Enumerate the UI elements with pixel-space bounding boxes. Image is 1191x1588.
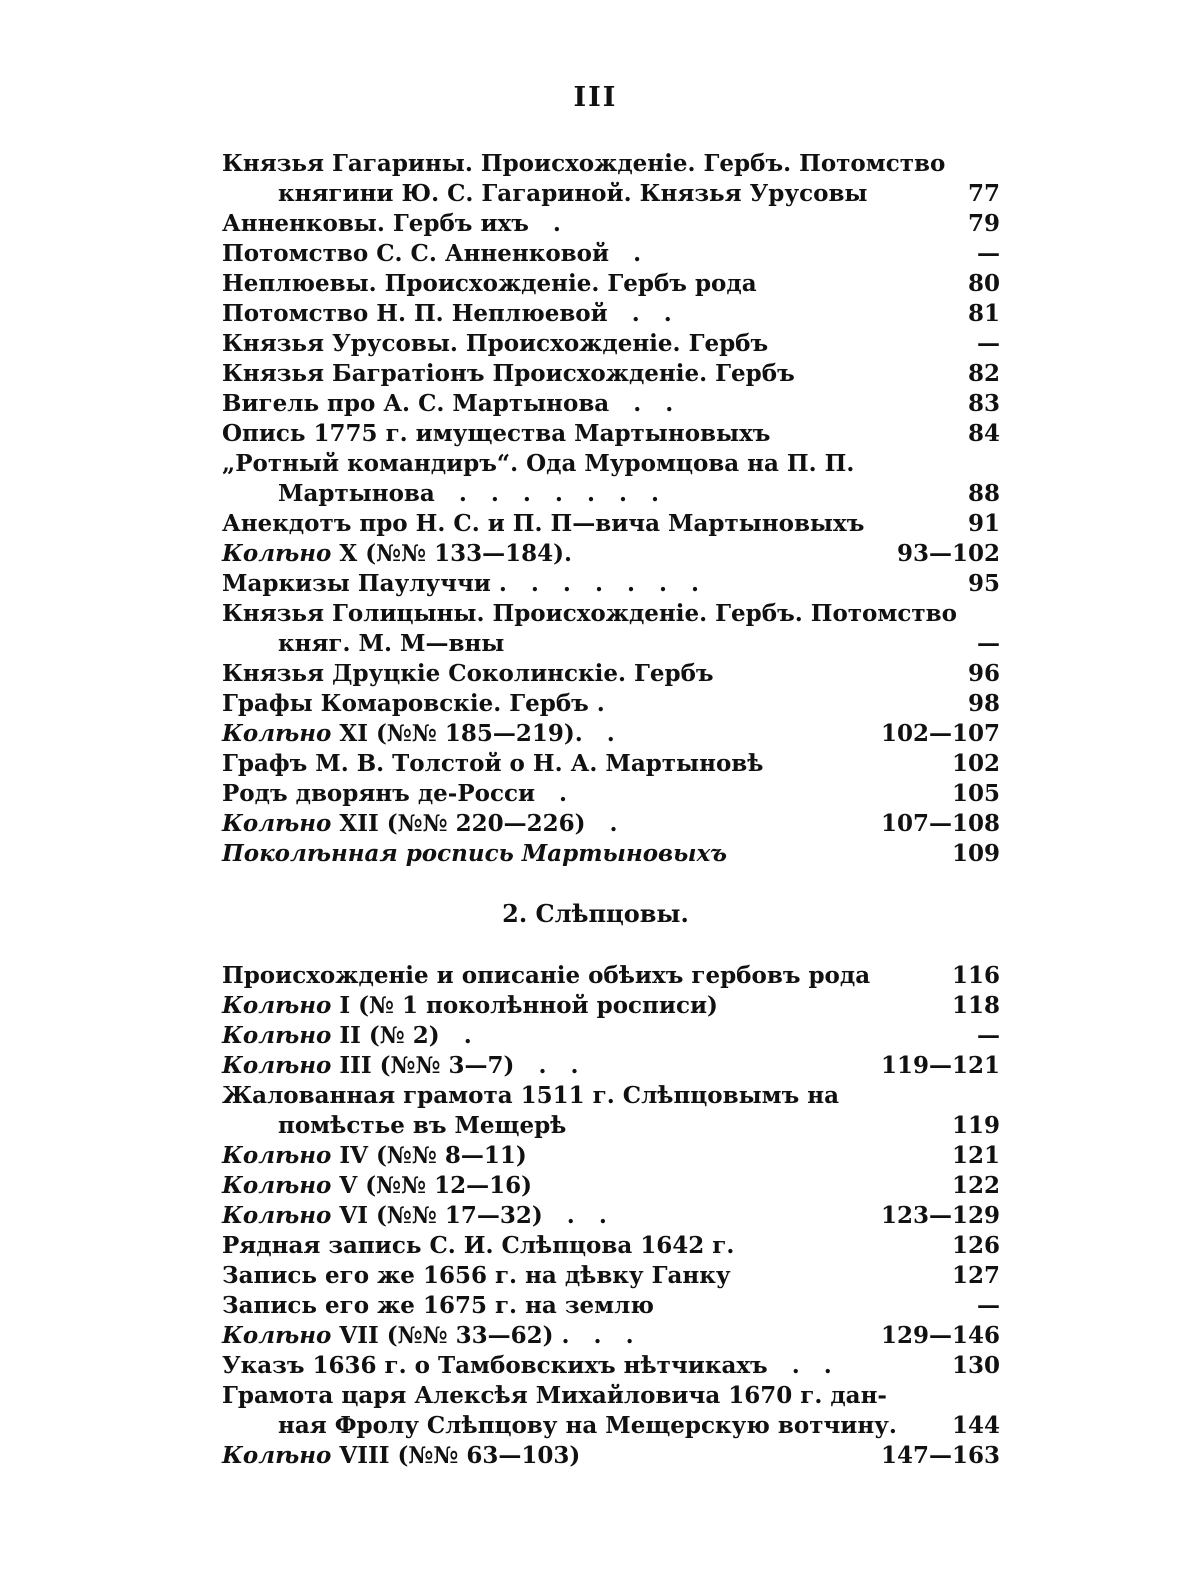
toc-entry-title <box>222 1021 472 1051</box>
toc-entry <box>222 449 1000 479</box>
toc-entry <box>222 689 1000 719</box>
toc-entry-title: Поколѣнная роспись Мартыновыхъ <box>222 840 728 867</box>
toc-entry-title: Происхожденіе и описаніе обѣихъ гербовъ рода <box>222 962 871 989</box>
toc-entry <box>222 1171 1000 1201</box>
toc-entry-page: 81 <box>967 300 1000 327</box>
toc-entry <box>222 1351 1000 1381</box>
toc-entry <box>222 1231 1000 1261</box>
toc-entry <box>222 1441 1000 1471</box>
toc-entry-title: Князья Голицыны. Происхожденіе. Гербъ. Потомство <box>222 600 957 627</box>
kolino-label: Колѣно <box>222 1202 332 1229</box>
toc-entry <box>222 809 1000 839</box>
toc-entry <box>222 719 1000 749</box>
toc-entry-text: II (№ 2) . <box>331 1022 472 1049</box>
toc-entry <box>222 961 1000 991</box>
toc-entry-page: 80 <box>967 270 1000 297</box>
toc-entry-title <box>222 1201 607 1231</box>
toc-entry-page: 123—129 <box>880 1202 1000 1229</box>
toc-entry-text: VII (№№ 33—62) . . . <box>331 1322 634 1349</box>
toc-entry <box>222 479 1000 509</box>
toc-entry-page: — <box>977 1022 1000 1049</box>
toc-entry <box>222 149 1000 179</box>
toc-entry <box>222 1381 1000 1411</box>
toc-entry <box>222 419 1000 449</box>
toc-entry-title: Вигель про А. С. Мартынова . . <box>222 390 674 417</box>
toc-entry-page: — <box>977 330 1000 357</box>
toc-entry-title: Анекдотъ про Н. С. и П. П—вича Мартыновыхъ <box>222 510 865 537</box>
toc-entry <box>222 779 1000 809</box>
toc-entry <box>222 239 1000 269</box>
toc-entry-title: Жалованная грамота 1511 г. Слѣпцовымъ на <box>222 1082 840 1109</box>
toc-entry <box>222 659 1000 689</box>
toc-entry-title <box>222 719 615 749</box>
kolino-label: Колѣно <box>222 1322 332 1349</box>
toc-entry-page: 126 <box>951 1232 1000 1259</box>
toc-entry-text: X (№№ 133—184). <box>331 540 573 567</box>
kolino-label: Колѣно <box>222 992 332 1019</box>
toc-entry-page: — <box>977 240 1000 267</box>
toc-entry-text: XI (№№ 185—219). . <box>331 720 615 747</box>
toc-entry-title: Запись его же 1656 г. на дѣвку Ганку <box>222 1262 731 1289</box>
toc-entry-page: 119 <box>951 1112 1000 1139</box>
toc-entry-text: I (№ 1 поколѣнной росписи) <box>331 992 718 1019</box>
toc-entry-page: 109 <box>951 840 1000 867</box>
toc-entry-title: Князья Гагарины. Происхожденіе. Гербъ. Потомство <box>222 150 946 177</box>
toc-entry-title <box>222 1171 532 1201</box>
toc-entry <box>222 179 1000 209</box>
toc-section-2 <box>222 961 1000 1471</box>
toc-entry-title: Князья Багратіонъ Происхожденіе. Гербъ <box>222 360 795 387</box>
toc-entry <box>222 1201 1000 1231</box>
page-number: III <box>573 82 618 113</box>
toc-entry <box>222 1321 1000 1351</box>
toc-entry-title: Князья Урусовы. Происхожденіе. Гербъ <box>222 330 769 357</box>
toc-entry-title <box>222 1141 527 1171</box>
toc-entry <box>222 389 1000 419</box>
toc-entry-page: 93—102 <box>896 540 1000 567</box>
toc-entry <box>222 299 1000 329</box>
toc-entry <box>222 1261 1000 1291</box>
toc-entry-page: 98 <box>967 690 1000 717</box>
toc-entry-page: — <box>977 1292 1000 1319</box>
toc-entry-page: 144 <box>951 1412 1000 1439</box>
toc-entry-page: 95 <box>967 570 1000 597</box>
toc-entry-page: 84 <box>967 420 1000 447</box>
toc-entry <box>222 991 1000 1021</box>
toc-entry <box>222 839 1000 869</box>
toc-entry-page: 91 <box>967 510 1000 537</box>
toc-entry-title: княгини Ю. С. Гагариной. Князья Урусовы <box>278 180 868 207</box>
toc-entry-title: „Ротный командиръ“. Ода Муромцова на П. П. <box>222 450 855 477</box>
toc-entry <box>222 539 1000 569</box>
toc-entry <box>222 509 1000 539</box>
kolino-label: Колѣно <box>222 1052 332 1079</box>
toc-entry-page: — <box>977 630 1000 657</box>
kolino-label: Колѣно <box>222 1142 332 1169</box>
kolino-label: Колѣно <box>222 810 332 837</box>
toc-entry-page: 102—107 <box>880 720 1000 747</box>
toc-entry-page: 107—108 <box>880 810 1000 837</box>
kolino-label: Колѣно <box>222 1442 332 1469</box>
toc-entry-title <box>222 539 572 569</box>
kolino-label: Колѣно <box>222 1172 332 1199</box>
toc-entry-title <box>222 809 618 839</box>
toc-entry <box>222 359 1000 389</box>
toc-entry-page: 127 <box>951 1262 1000 1289</box>
toc-entry-title: Потомство С. С. Анненковой . <box>222 240 642 267</box>
toc-entry-page: 96 <box>967 660 1000 687</box>
toc-entry <box>222 1021 1000 1051</box>
toc-entry-title: Маркизы Паулуччи . . . . . . . <box>222 570 700 597</box>
toc-entry-page: 79 <box>967 210 1000 237</box>
toc-entry-page: 105 <box>951 780 1000 807</box>
toc-entry-title: ная Фролу Слѣпцову на Мещерскую вотчину. <box>278 1412 897 1439</box>
toc-entry <box>222 1411 1000 1441</box>
toc-entry-title: Запись его же 1675 г. на землю <box>222 1292 654 1319</box>
toc-entry-text: VIII (№№ 63—103) <box>331 1442 581 1469</box>
toc-entry-title <box>222 991 718 1021</box>
toc-entry-title: Родъ дворянъ де-Росси . <box>222 780 568 807</box>
toc-entry-title: Потомство Н. П. Неплюевой . . <box>222 300 672 327</box>
kolino-label: Колѣно <box>222 540 332 567</box>
toc-entry <box>222 1141 1000 1171</box>
toc-entry-title: Опись 1775 г. имущества Мартыновыхъ <box>222 420 771 447</box>
toc-entry-title: Неплюевы. Происхожденіе. Гербъ рода <box>222 270 757 297</box>
toc-entry-text: V (№№ 12—16) <box>331 1172 533 1199</box>
toc-entry-page: 119—121 <box>880 1052 1000 1079</box>
toc-entry-text: III (№№ 3—7) . . <box>331 1052 579 1079</box>
toc-entry-page: 118 <box>951 992 1000 1019</box>
toc-entry-title: помѣстье въ Мещерѣ <box>278 1112 567 1139</box>
toc-entry-page: 129—146 <box>880 1322 1000 1349</box>
toc-entry-text: XII (№№ 220—226) . <box>331 810 618 837</box>
toc-entry-page: 121 <box>951 1142 1000 1169</box>
toc-entry-page: 77 <box>967 180 1000 207</box>
toc-entry-title: княг. М. М—вны <box>278 630 505 657</box>
toc-entry <box>222 1111 1000 1141</box>
toc-entry <box>222 749 1000 779</box>
toc-entry-title: Мартынова . . . . . . . <box>278 480 660 507</box>
toc-section-1 <box>222 149 1000 869</box>
toc-entry <box>222 599 1000 629</box>
toc-entry-title: Князья Друцкіе Соколинскіе. Гербъ <box>222 660 714 687</box>
toc-entry <box>222 1081 1000 1111</box>
toc-entry <box>222 569 1000 599</box>
toc-entry-text: IV (№№ 8—11) <box>331 1142 527 1169</box>
toc-entry-page: 147—163 <box>880 1442 1000 1469</box>
toc-entry <box>222 629 1000 659</box>
toc-entry-title: Указъ 1636 г. о Тамбовскихъ нѣтчикахъ . . <box>222 1352 832 1379</box>
toc-entry-title <box>222 1321 634 1351</box>
toc-entry-text: VI (№№ 17—32) . . <box>331 1202 607 1229</box>
toc-entry-page: 83 <box>967 390 1000 417</box>
toc-entry <box>222 209 1000 239</box>
toc-entry-page: 88 <box>967 480 1000 507</box>
toc-entry-title: Графы Комаровскіе. Гербъ . <box>222 690 605 717</box>
toc-entry-page: 130 <box>951 1352 1000 1379</box>
section-heading: 2. Слѣпцовы. <box>502 899 689 928</box>
toc-entry <box>222 1051 1000 1081</box>
toc-entry-page: 116 <box>951 962 1000 989</box>
toc-entry-title: Грамота царя Алексѣя Михайловича 1670 г. дан- <box>222 1382 887 1409</box>
toc-entry <box>222 1291 1000 1321</box>
toc-entry-title: Графъ М. В. Толстой о Н. А. Мартыновѣ <box>222 750 764 777</box>
toc-entry <box>222 329 1000 359</box>
toc-entry-title: Рядная запись С. И. Слѣпцова 1642 г. <box>222 1232 735 1259</box>
kolino-label: Колѣно <box>222 720 332 747</box>
toc-entry <box>222 269 1000 299</box>
toc-entry-title: Анненковы. Гербъ ихъ . <box>222 210 561 237</box>
toc-entry-title <box>222 1051 579 1081</box>
toc-entry-title <box>222 1441 580 1471</box>
toc-entry-page: 122 <box>951 1172 1000 1199</box>
toc-entry-page: 102 <box>951 750 1000 777</box>
toc-entry-page: 82 <box>967 360 1000 387</box>
kolino-label: Колѣно <box>222 1022 332 1049</box>
